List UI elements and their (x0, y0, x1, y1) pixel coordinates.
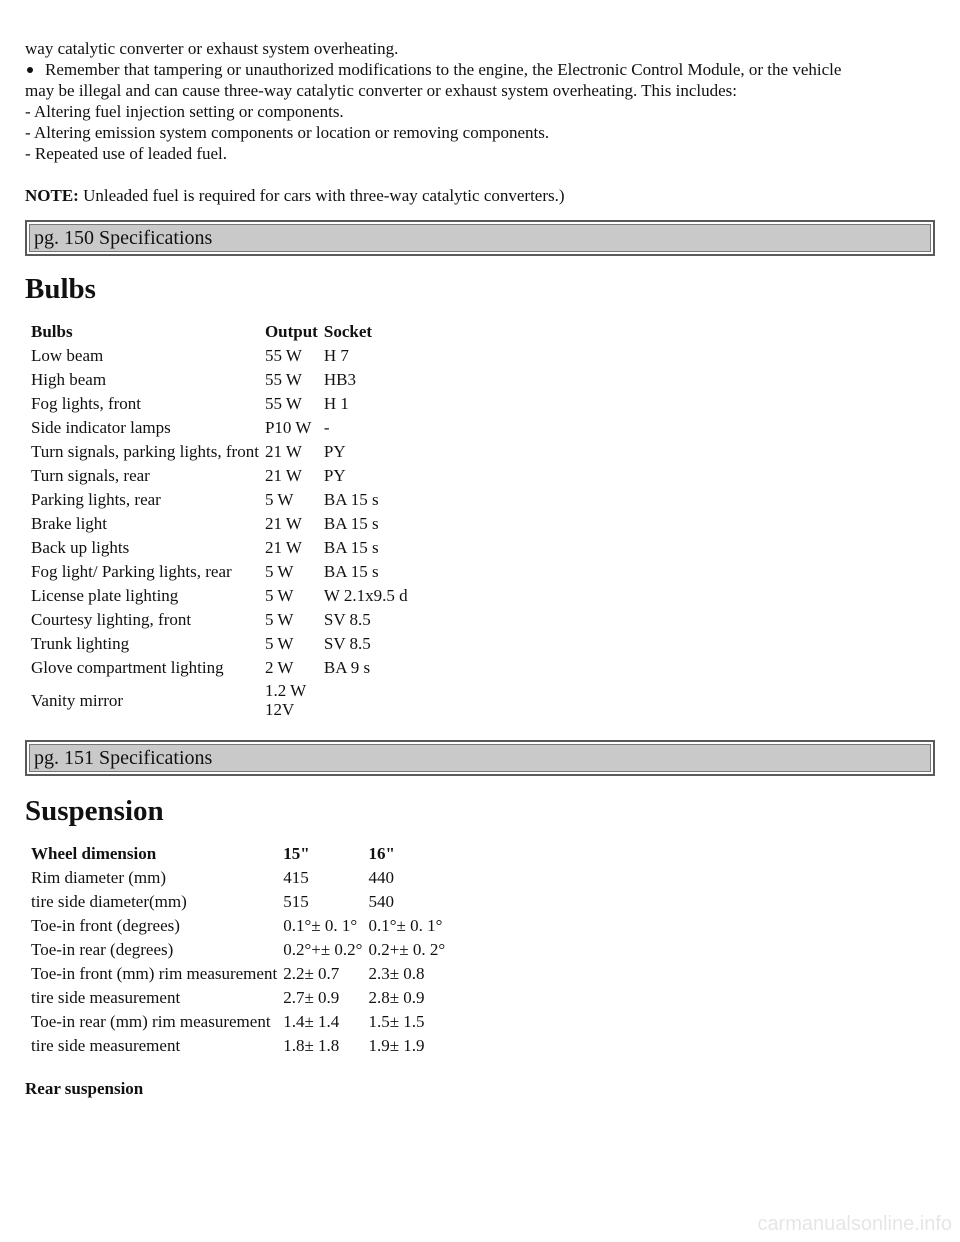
cell-output: 55 W (264, 369, 302, 389)
cell-output: P10 W (264, 417, 312, 437)
cell-bulb: Fog light/ Parking lights, rear (31, 561, 232, 581)
cell-16: 1.5± 1.5 (368, 1011, 425, 1031)
cell-label: tire side measurement (31, 987, 181, 1007)
cell-bulb: Fog lights, front (31, 393, 142, 413)
cell-16: 0.1°± 0. 1° (368, 915, 443, 935)
cell-socket: - (323, 417, 330, 437)
cell-label: tire side measurement (31, 1035, 181, 1055)
col-header-socket: Socket (323, 321, 373, 341)
cell-bulb: Parking lights, rear (31, 489, 161, 509)
bottom-watermark: carmanualsonline.info (757, 1213, 952, 1235)
col-header-output: Output (264, 321, 318, 341)
cell-socket: BA 15 s (323, 489, 379, 509)
table-row (29, 344, 410, 366)
cell-socket: H 7 (323, 345, 349, 365)
cell-output: 5 W (264, 489, 294, 509)
note (25, 185, 935, 206)
bullet-item (25, 59, 935, 80)
cell-bulb: Side indicator lamps (31, 417, 171, 437)
col-header-wheel-dimension: Wheel dimension (31, 843, 157, 863)
section-bar-pg150 (25, 220, 935, 256)
table-row (29, 656, 410, 678)
cell-bulb: Turn signals, rear (31, 465, 150, 485)
table-row (29, 938, 447, 960)
cell-bulb: Brake light (31, 513, 108, 533)
cell-bulb: License plate lighting (31, 585, 179, 605)
cell-bulb: Vanity mirror (31, 690, 124, 710)
cell-output: 21 W (264, 537, 302, 557)
col-header-bulbs: Bulbs (31, 321, 73, 341)
cell-16: 2.3± 0.8 (368, 963, 425, 983)
bullet-text-line2: may be illegal and can cause three-way catalytic converter or exhaust system overheating. This includes: (25, 81, 737, 100)
cell-socket: BA 15 s (323, 513, 379, 533)
col-header-16: 16" (368, 843, 395, 863)
table-row (29, 986, 447, 1008)
cell-output: 55 W (264, 345, 302, 365)
cell-16: 540 (368, 891, 394, 911)
table-row (29, 632, 410, 654)
cell-16: 0.2+± 0. 2° (368, 939, 446, 959)
table-row (29, 584, 410, 606)
cell-bulb: Low beam (31, 345, 104, 365)
bulbs-header-row (29, 320, 410, 342)
cell-socket: BA 15 s (323, 537, 379, 557)
cell-label: Toe-in front (mm) rim measurement (31, 963, 278, 983)
list-item-2: - Altering emission system components or location or removing components. (25, 123, 550, 142)
col-header-15: 15" (283, 843, 310, 863)
note-label: NOTE: (25, 186, 79, 205)
cell-output: 21 W (264, 513, 302, 533)
table-row (29, 392, 410, 414)
table-row (29, 1034, 447, 1056)
bulbs-table (27, 318, 412, 722)
cell-15: 415 (283, 867, 309, 887)
cell-15: 2.2± 0.7 (283, 963, 340, 983)
table-row (29, 464, 410, 486)
cell-socket: H 1 (323, 393, 349, 413)
cell-output: 2 W (264, 657, 294, 677)
intro-line: way catalytic converter or exhaust system overheating. (25, 39, 399, 58)
section-bar-pg151 (25, 740, 935, 776)
cell-socket: PY (323, 441, 346, 461)
cell-label: Toe-in rear (mm) rim measurement (31, 1011, 271, 1031)
cell-label: Rim diameter (mm) (31, 867, 167, 887)
table-row (29, 962, 447, 984)
table-row (29, 416, 410, 438)
table-row (29, 440, 410, 462)
cell-output-multiline (263, 680, 320, 720)
cell-socket: BA 15 s (323, 561, 379, 581)
cell-output: 21 W (264, 465, 302, 485)
table-row (29, 536, 410, 558)
cell-bulb: Courtesy lighting, front (31, 609, 192, 629)
cell-output: 5 W (264, 585, 294, 605)
suspension-table (27, 840, 449, 1058)
suspension-header-row (29, 842, 447, 864)
vanity-output-watts: 1.2 W (264, 681, 307, 700)
cell-16: 440 (368, 867, 394, 887)
table-row (29, 368, 410, 390)
table-row (29, 608, 410, 630)
section-bar-label: pg. 150 Specifications (29, 224, 931, 252)
cell-bulb: Glove compartment lighting (31, 657, 224, 677)
table-row (29, 512, 410, 534)
bullet-icon (27, 67, 33, 73)
cell-socket: BA 9 s (323, 657, 371, 677)
suspension-heading: Suspension (25, 795, 164, 827)
cell-label: Toe-in rear (degrees) (31, 939, 174, 959)
bullet-text-line1: Remember that tampering or unauthorized modifications to the engine, the Electronic Control Module, or the vehicle (45, 60, 842, 79)
cell-output: 5 W (264, 609, 294, 629)
section-bar-label: pg. 151 Specifications (29, 744, 931, 772)
cell-15: 0.2°+± 0.2° (283, 939, 363, 959)
cell-label: Toe-in front (degrees) (31, 915, 180, 935)
cell-16: 2.8± 0.9 (368, 987, 425, 1007)
table-row-vanity (29, 680, 410, 720)
cell-bulb: Back up lights (31, 537, 130, 557)
table-row (29, 1010, 447, 1032)
rear-suspension-subheading: Rear suspension (25, 1079, 144, 1098)
cell-15: 1.4± 1.4 (283, 1011, 340, 1031)
table-row (29, 560, 410, 582)
cell-bulb: Turn signals, parking lights, front (31, 441, 259, 461)
cell-socket: PY (323, 465, 346, 485)
cell-output: 5 W (264, 561, 294, 581)
cell-socket: W 2.1x9.5 d (323, 585, 408, 605)
cell-socket-empty (322, 680, 410, 720)
list-item-1: - Altering fuel injection setting or components. (25, 102, 344, 121)
table-row (29, 914, 447, 936)
cell-16: 1.9± 1.9 (368, 1035, 425, 1055)
table-row (29, 866, 447, 888)
cell-label: tire side diameter(mm) (31, 891, 187, 911)
cell-bulb: Trunk lighting (31, 633, 130, 653)
cell-output: 5 W (264, 633, 294, 653)
bulbs-heading: Bulbs (25, 273, 96, 305)
document-page (25, 38, 935, 1099)
cell-15: 1.8± 1.8 (283, 1035, 340, 1055)
cell-socket: SV 8.5 (323, 609, 371, 629)
cell-15: 2.7± 0.9 (283, 987, 340, 1007)
cell-15: 0.1°± 0. 1° (283, 915, 358, 935)
cell-output: 55 W (264, 393, 302, 413)
vanity-output-volts: 12V (264, 700, 295, 719)
note-text: Unleaded fuel is required for cars with three-way catalytic converters.) (78, 186, 565, 205)
cell-socket: SV 8.5 (323, 633, 371, 653)
cell-output: 21 W (264, 441, 302, 461)
list-item-3: - Repeated use of leaded fuel. (25, 144, 228, 163)
table-row (29, 488, 410, 510)
table-row (29, 890, 447, 912)
cell-bulb: High beam (31, 369, 107, 389)
cell-socket: HB3 (323, 369, 356, 389)
cell-15: 515 (283, 891, 309, 911)
